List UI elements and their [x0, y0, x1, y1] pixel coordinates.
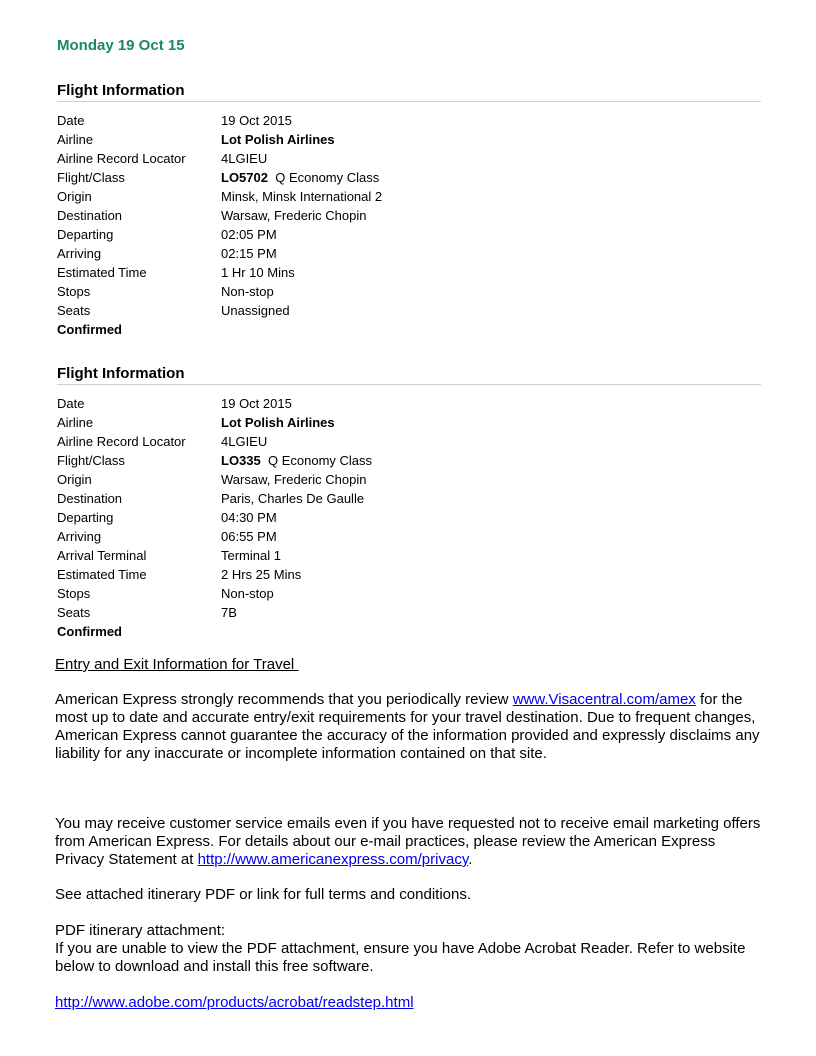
- stops-value: Non-stop: [221, 284, 274, 299]
- arrival-terminal-label: Arrival Terminal: [57, 548, 147, 563]
- pdf-text: If you are unable to view the PDF attachment, ensure you have Adobe Acrobat Reader. Refer to website below to download and install this free software.: [55, 940, 746, 975]
- row-stops: [57, 584, 761, 603]
- section-title: Flight Information: [57, 81, 761, 102]
- privacy-text-2: .: [468, 851, 473, 868]
- arrival-terminal-value: Terminal 1: [221, 548, 281, 563]
- estimated-time-value: 2 Hrs 25 Mins: [221, 567, 302, 582]
- stops-value: Non-stop: [221, 586, 274, 601]
- record-locator-label: Airline Record Locator: [57, 151, 186, 166]
- flight-section-2: [57, 364, 761, 641]
- seats-label: Seats: [57, 303, 91, 318]
- stops-label: Stops: [57, 284, 91, 299]
- record-locator-value: 4LGIEU: [221, 434, 268, 449]
- row-record-locator: [57, 149, 761, 168]
- flight-number: LO335: [221, 453, 261, 468]
- row-stops: [57, 282, 761, 301]
- arriving-value: 02:15 PM: [221, 246, 277, 261]
- row-departing: [57, 508, 761, 527]
- day-header: Monday 19 Oct 15: [57, 37, 185, 54]
- record-locator-value: 4LGIEU: [221, 151, 268, 166]
- status-confirmed: Confirmed: [57, 322, 122, 337]
- destination-label: Destination: [57, 491, 123, 506]
- airline-value: Lot Polish Airlines: [221, 415, 335, 430]
- pdf-heading: PDF itinerary attachment:: [55, 922, 226, 939]
- airline-label: Airline: [57, 132, 94, 147]
- row-estimated-time: [57, 263, 761, 282]
- privacy-text-1: You may receive customer service emails even if you have requested not to receive email marketing offers from American Express. For details about our e-mail practices, please review the American Express Privacy Statement at: [55, 815, 761, 868]
- flight-class-label: Flight/Class: [57, 453, 125, 468]
- flight-class-value: [221, 451, 761, 470]
- departing-value: 04:30 PM: [221, 510, 277, 525]
- origin-value: Minsk, Minsk International 2: [221, 189, 383, 204]
- row-arriving: [57, 244, 761, 263]
- destination-value: Paris, Charles De Gaulle: [221, 491, 365, 506]
- row-airline: [57, 413, 761, 432]
- entry-exit-text-1: American Express strongly recommends that you periodically review: [55, 691, 513, 708]
- date-label: Date: [57, 396, 85, 411]
- row-airline: [57, 130, 761, 149]
- arriving-label: Arriving: [57, 246, 102, 261]
- flight-section-1: [57, 81, 761, 339]
- arriving-value: 06:55 PM: [221, 529, 277, 544]
- entry-exit-paragraph: [55, 691, 761, 763]
- flight-number: LO5702: [221, 170, 268, 185]
- adobe-link-paragraph: [55, 994, 761, 1012]
- row-arrival-terminal: [57, 546, 761, 565]
- departing-label: Departing: [57, 227, 114, 242]
- status-confirmed: Confirmed: [57, 624, 122, 639]
- origin-label: Origin: [57, 189, 92, 204]
- date-label: Date: [57, 113, 85, 128]
- estimated-time-label: Estimated Time: [57, 265, 147, 280]
- seats-value: Unassigned: [221, 303, 290, 318]
- adobe-link[interactable]: http://www.adobe.com/products/acrobat/readstep.html: [55, 994, 414, 1011]
- privacy-link[interactable]: http://www.americanexpress.com/privacy: [197, 851, 469, 868]
- flight-class-value: [221, 168, 761, 187]
- stops-label: Stops: [57, 586, 91, 601]
- row-destination: [57, 206, 761, 225]
- row-seats: [57, 603, 761, 622]
- arriving-label: Arriving: [57, 529, 102, 544]
- destination-label: Destination: [57, 208, 123, 223]
- estimated-time-label: Estimated Time: [57, 567, 147, 582]
- date-value: 19 Oct 2015: [221, 113, 292, 128]
- airline-label: Airline: [57, 415, 94, 430]
- departing-value: 02:05 PM: [221, 227, 277, 242]
- flight-details: [57, 394, 761, 641]
- visacentral-link[interactable]: www.Visacentral.com/amex: [512, 691, 696, 708]
- class-value: Q Economy Class: [275, 170, 380, 185]
- row-date: [57, 394, 761, 413]
- pdf-paragraph: [55, 922, 761, 976]
- class-value: Q Economy Class: [267, 453, 373, 468]
- section-title: Flight Information: [57, 364, 761, 385]
- row-flight-class: [57, 451, 761, 470]
- airline-value: Lot Polish Airlines: [221, 132, 335, 147]
- destination-value: Warsaw, Frederic Chopin: [221, 208, 367, 223]
- row-origin: [57, 470, 761, 489]
- terms-paragraph: See attached itinerary PDF or link for full terms and conditions.: [55, 886, 472, 903]
- row-seats: [57, 301, 761, 320]
- row-origin: [57, 187, 761, 206]
- origin-value: Warsaw, Frederic Chopin: [221, 472, 367, 487]
- row-estimated-time: [57, 565, 761, 584]
- estimated-time-value: 1 Hr 10 Mins: [221, 265, 295, 280]
- entry-exit-heading: Entry and Exit Information for Travel: [55, 656, 299, 673]
- flight-class-label: Flight/Class: [57, 170, 125, 185]
- departing-label: Departing: [57, 510, 114, 525]
- row-destination: [57, 489, 761, 508]
- flight-details: [57, 111, 761, 339]
- seats-value: 7B: [221, 605, 237, 620]
- entry-exit-text-2: for the most up to date and accurate entry/exit requirements for your travel destination. Due to frequent changes, American Express cannot guarantee the accuracy of the information provided and expressly disclaims any liability for any inaccurate or incomplete information contained on that site.: [55, 691, 760, 762]
- row-flight-class: [57, 168, 761, 187]
- seats-label: Seats: [57, 605, 91, 620]
- origin-label: Origin: [57, 472, 92, 487]
- privacy-paragraph: [55, 815, 761, 869]
- row-arriving: [57, 527, 761, 546]
- row-record-locator: [57, 432, 761, 451]
- row-departing: [57, 225, 761, 244]
- date-value: 19 Oct 2015: [221, 396, 292, 411]
- record-locator-label: Airline Record Locator: [57, 434, 186, 449]
- row-date: [57, 111, 761, 130]
